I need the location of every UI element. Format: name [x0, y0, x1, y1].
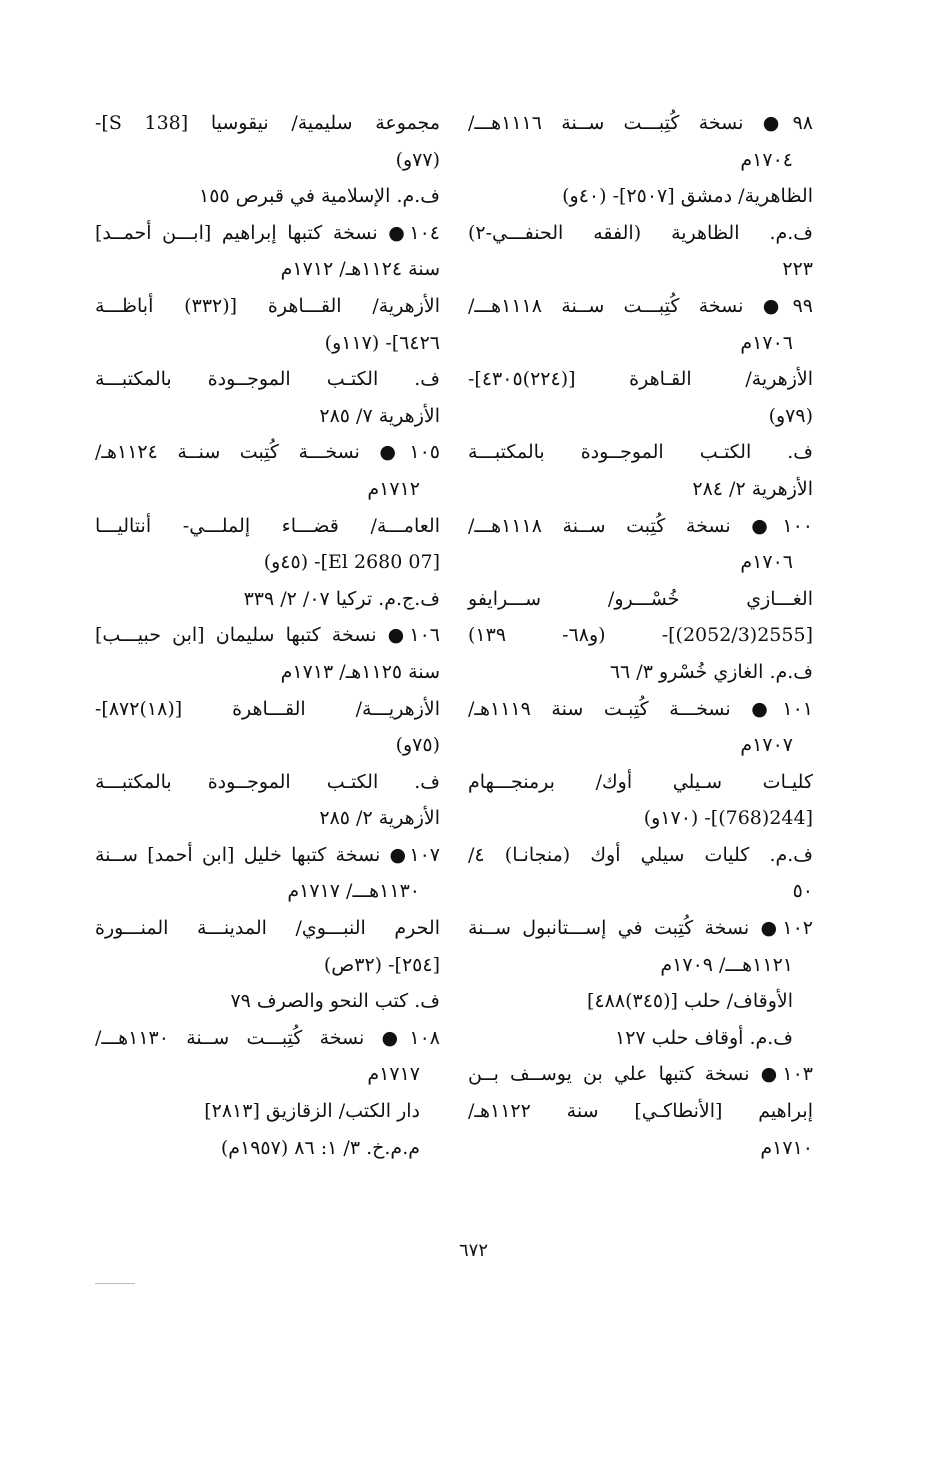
scan-edge-mark	[95, 1283, 135, 1284]
text-line: ١٠٠● نسخة كُتِبت ســنة ١١١٨هـــ/	[468, 514, 813, 537]
text-line: ١١٢١هـــ/ ١٧٠٩م	[660, 953, 793, 976]
text-line: ١٠٨● نسخة كُتِبـــت ســنة ١١٣٠هـــ/	[95, 1026, 440, 1049]
text-line: ف. الكتـب الموجــودة بالمكتبـــة	[468, 441, 813, 464]
text-line: الغـــازي خُسْـــرو/ ســـرايفو	[468, 587, 813, 610]
text-line: ١٠٢● نسخة كُتِبت في إســـتانبول ســنة	[468, 917, 813, 940]
text-line: ف. كتب النحو والصرف ٧٩	[230, 990, 440, 1013]
text-line: ٩٩● نسخة كُتِبـــت ســنة ١١١٨هـــ/	[468, 294, 813, 317]
text-line: الأزهرية/ القـــاهرة [(٣٣٢) أباظـــة	[95, 294, 440, 317]
text-line: الأزهرية ٢/ ٢٨٥	[319, 807, 440, 830]
text-line: ٩٨● نسخة كُتِبـــت ســنة ١١١٦هـــ/	[468, 112, 813, 134]
text-line: ف. الكتـب الموجــودة بالمكتبـــة	[95, 368, 440, 391]
text-line: ٢٢٣	[782, 258, 813, 281]
text-line: ف.م. الغازي خُسْرو ٣/ ٦٦	[609, 660, 813, 683]
text-line: ١٠٥● نسخـــة كُتِبت سنــة ١١٢٤هـ/	[95, 441, 440, 464]
text-line: سنة ١١٢٤هـ/ ١٧١٢م	[280, 258, 440, 281]
text-line: ١٠١● نسخـــة كُتِبـت سنة ١١١٩هـ/	[468, 697, 813, 720]
text-line: ٦٤٢٦]- (١١٧و)	[324, 331, 440, 354]
text-line: ١٧٠٦م	[740, 551, 793, 574]
text-line: م.م.خ. ٣/ ١: ٨٦ (١٩٥٧م)	[220, 1136, 420, 1159]
text-line: الأزهرية/ القـاهرة [(٢٢٤)٤٣٠٥]-	[468, 368, 813, 391]
text-line: ١١٣٠هـــ/ ١٧١٧م	[287, 880, 420, 903]
text-line: الأزهرية ٢/ ٢٨٤	[692, 477, 813, 500]
page-number: ٦٧٢	[458, 1240, 488, 1261]
text-line: ١٧١٠م	[760, 1136, 813, 1159]
text-line: إبراهيم [الأنطاكـي] سنة ١١٢٢هـ/	[468, 1100, 813, 1123]
text-line: ١٠٤● نسخة كتبها إبراهيم [ابـــن أحمــد]	[95, 221, 440, 244]
text-line: (٧٥و)	[395, 734, 440, 757]
text-line: [07 El 2680]- (٤٥و)	[263, 551, 440, 574]
text-line: كليـات سـيلي أوك/ برمنجـــهام	[468, 770, 813, 793]
text-line: ١٠٧● نسخة كتبها خليل [ابن أحمد] ســنة	[95, 843, 440, 866]
text-line: ف. الكتـب الموجــودة بالمكتبـــة	[95, 770, 440, 793]
text-line: ف.ج.م. تركيا ٠٧/ ٢/ ٣٣٩	[243, 587, 440, 610]
right-column	[468, 105, 813, 1166]
text-line: ١٧٠٦م	[740, 331, 793, 354]
text-line: [2555(2052/3)]- (و٦٨- ١٣٩)	[468, 624, 813, 647]
text-line: ١٠٦● نسخة كتبها سليمان [ابن حبيـــب]	[95, 624, 440, 647]
text-line: ف.م. الإسلامية في قبرص ١٥٥	[199, 185, 440, 208]
text-line: (٧٩و)	[768, 404, 813, 427]
text-line: [244(768)]- (١٧٠و)	[643, 807, 813, 830]
text-line: ١٠٣● نسخة كتبها علي بن يوســف بــن	[468, 1063, 813, 1086]
text-line: ١٧١٢م	[367, 477, 420, 500]
text-line: سنة ١١٢٥هـ/ ١٧١٣م	[280, 660, 440, 683]
text-line: ١٧١٧م	[367, 1063, 420, 1086]
text-line: الأزهرية ٧/ ٢٨٥	[319, 404, 440, 427]
text-line: ف.م. كليات سيلي أوك (منجانـا) ٤/	[468, 843, 813, 866]
text-line: الأزهريـــة/ القـــاهرة [(١٨)٨٧٢]-	[95, 697, 440, 720]
text-line: ف.م. الظاهرية (الفقه الحنفـــي-٢)	[468, 221, 813, 244]
text-line: [٢٥٤]- (٣٢ص)	[323, 953, 440, 976]
text-line: ١٧٠٧م	[740, 734, 793, 757]
left-column	[95, 105, 440, 1166]
text-line: ٥٠	[792, 880, 813, 903]
text-line: مجموعة سليمية/ نيقوسيا [S 138]-	[95, 112, 440, 134]
text-line: دار الكتب/ الزقازيق [٢٨١٣]	[204, 1100, 420, 1123]
text-line: (٧٧و)	[395, 148, 440, 171]
text-line: الحرم النبـــوي/ المدينـــة المنـــورة	[95, 917, 440, 940]
text-line: الأوقاف/ حلب [(٣٤٥)٤٨٨]	[587, 990, 793, 1013]
text-line: ف.م. أوقاف حلب ١٢٧	[615, 1026, 793, 1049]
text-line: الظاهرية/ دمشق [٢٥٠٧]- (٤٠و)	[562, 185, 813, 208]
text-line: ١٧٠٤م	[740, 148, 793, 171]
text-line: العامـــة/ قضـــاء إلملـــي- أنتاليـــا	[95, 514, 440, 537]
